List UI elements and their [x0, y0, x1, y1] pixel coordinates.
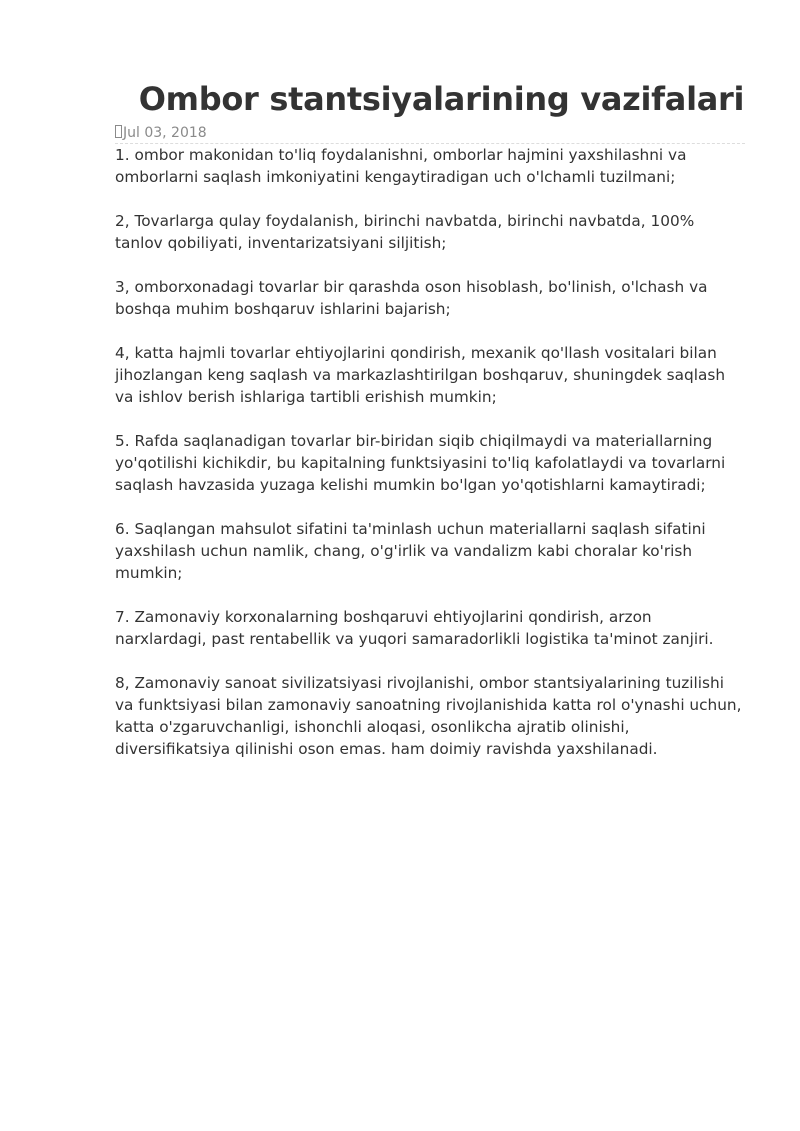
paragraph-1: 1. ombor makonidan to'liq foydalanishni, omborlar hajmini yaxshilashni va omborlarni saqlash imkoniyatini kengaytiradigan uch o'lchamli tuzilmani;: [115, 146, 687, 186]
article: [115, 76, 745, 782]
article-title: Ombor stantsiyalarining vazifalari: [138, 80, 745, 118]
paragraph-8: 8, Zamonaviy sanoat sivilizatsiyasi rivojlanishi, ombor stantsiyalarining tuzilishi va funktsiyasi bilan zamonaviy sanoatning rivojlanishida katta rol o'ynashi uchun, katta o'zgaruvchanligi, ishonchli aloqasi, osonlikcha ajratib olinishi, diversifikatsiya qilinishi oson emas. ham doimiy ravishda yaxshilanadi.: [115, 674, 742, 758]
paragraph-4: 4, katta hajmli tovarlar ehtiyojlarini qondirish, mexanik qo'llash vositalari bilan jihozlangan keng saqlash va markazlashtirilgan boshqaruv, shuningdek saqlash va ishlov berish ishlariga tartibli erishish mumkin;: [115, 344, 726, 406]
article-date: Jul 03, 2018: [123, 125, 207, 141]
paragraph-7: 7. Zamonaviy korxonalarning boshqaruvi ehtiyojlarini qondirish, arzon narxlardagi, past rentabellik va yuqori samaradorlikli logistika ta'minot zanjiri.: [115, 608, 714, 648]
paragraph-5: 5. Rafda saqlanadigan tovarlar bir-biridan siqib chiqilmaydi va materiallarning yo'qotilishi kichikdir, bu kapitalning funktsiyasini to'liq kafolatlaydi va tovarlarni saqlash havzasida yuzaga kelishi mumkin bo'lgan yo'qotishlarni kamaytiradi;: [115, 432, 726, 494]
calendar-icon: [115, 125, 122, 138]
paragraph-6: 6. Saqlangan mahsulot sifatini ta'minlash uchun materiallarni saqlash sifatini yaxshilash uchun namlik, chang, o'g'irlik va vandalizm kabi choralar ko'rish mumkin;: [115, 520, 706, 582]
article-meta: [115, 122, 745, 144]
divider: [115, 143, 745, 144]
article-body: [115, 144, 745, 760]
paragraph-2: 2, Tovarlarga qulay foydalanish, birinchi navbatda, birinchi navbatda, 100% tanlov qobiliyati, inventarizatsiyani siljitish;: [115, 212, 695, 252]
paragraph-3: 3, omborxonadagi tovarlar bir qarashda oson hisoblash, bo'linish, o'lchash va boshqa muhim boshqaruv ishlarini bajarish;: [115, 278, 708, 318]
